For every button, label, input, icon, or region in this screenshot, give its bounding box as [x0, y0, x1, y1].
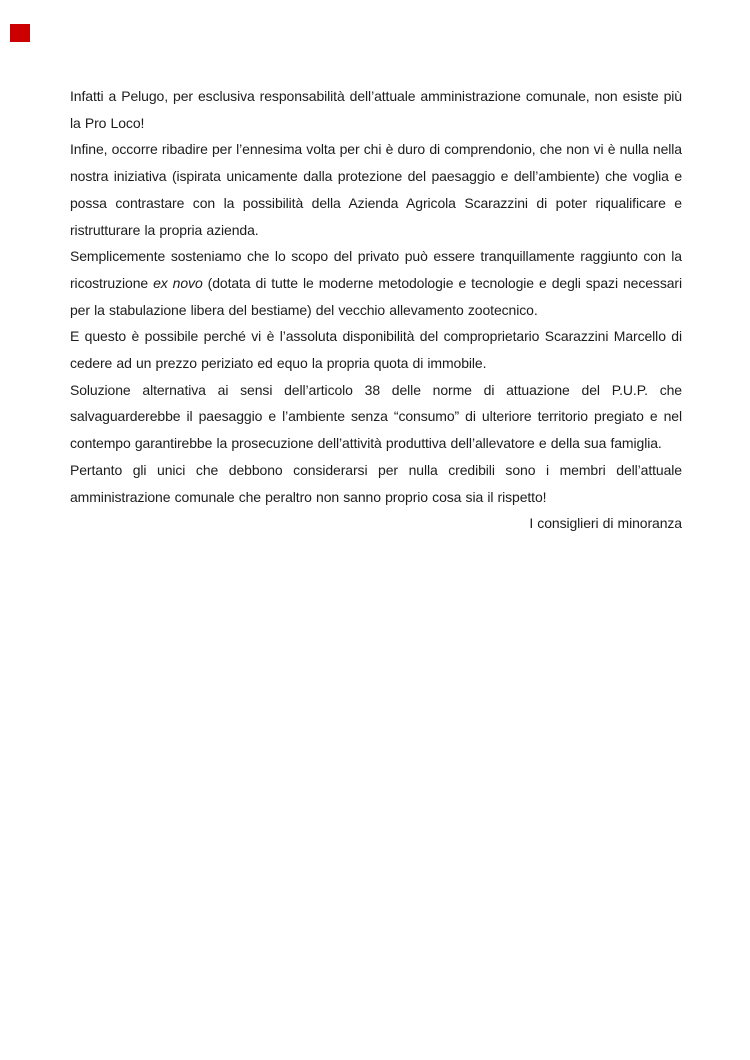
paragraph-iniziativa: Infine, occorre ribadire per l’ennesima volta per chi è duro di comprendonio, che non vi è nulla nella nostra iniziativa (ispirata unicamente dalla protezione del paesaggio e dell’ambiente) che voglia e possa contrastare con la possibilità della Azienda Agricola Scarazzini di poter riqualificare e ristrutturare la propria azienda. — [70, 141, 682, 238]
paragraph-pro-loco: Infatti a Pelugo, per esclusiva responsabilità dell’attuale amministrazione comunale, non esiste più la Pro Loco! — [70, 88, 682, 131]
paragraph-disponibilita: E questo è possibile perché vi è l’assoluta disponibilità del comproprietario Scarazzini Marcello di cedere ad un prezzo periziato ed equo la propria quota di immobile. — [70, 328, 682, 372]
paragraph-ricostruzione-segment-italic: ex novo — [153, 274, 203, 291]
paragraph-ricostruzione — [70, 243, 682, 323]
body-text — [70, 83, 682, 537]
paragraph-soluzione-alternativa: Soluzione alternativa ai sensi dell’articolo 38 delle norme di attuazione del P.U.P. che salvaguarderebbe il paesaggio e l’ambiente senza “consumo” di ulteriore territorio pregiato e nel contempo garantirebbe la prosecuzione dell’attività produttiva dell’allevatore e della sua famiglia. — [70, 381, 682, 452]
red-marker — [10, 24, 30, 42]
paragraph-pertanto: Pertanto gli unici che debbono considerarsi per nulla credibili sono i membri dell’attuale amministrazione comunale che peraltro non sanno proprio cosa sia il rispetto! — [70, 461, 682, 505]
signature-line: I consiglieri di minoranza — [529, 515, 682, 532]
paragraph-ricostruzione-segment-1: Semplicemente sosteniamo che lo scopo del privato può essere tranquillamente raggiunto con la ricostruzione — [70, 248, 682, 291]
paragraph-ricostruzione-segment-2: (dotata di tutte le moderne metodologie e tecnologie e degli spazi necessari per la stabulazione libera del bestiame) del vecchio allevamento zootecnico. — [70, 274, 682, 318]
